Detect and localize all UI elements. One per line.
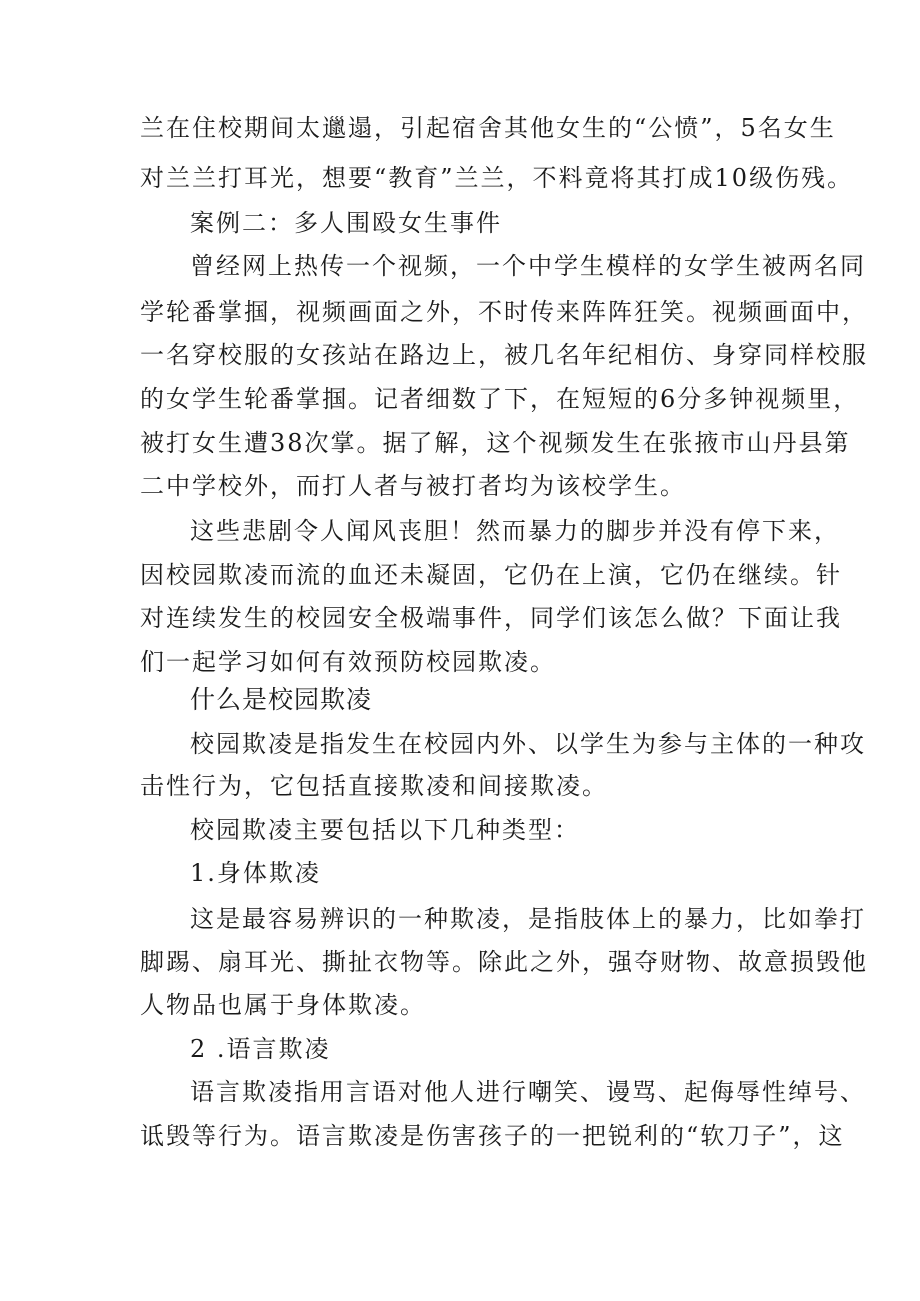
paragraph-line: 诋毁等行为。语言欺凌是伤害孩子的一把锐利的“软刀子”，这 xyxy=(140,1122,845,1150)
paragraph-line: 被打女生遭38次掌。据了解，这个视频发生在张掖市山丹县第 xyxy=(140,429,851,457)
section-heading: 什么是校园欺凌 xyxy=(190,685,373,714)
paragraph-line: 们一起学习如何有效预防校园欺凌。 xyxy=(140,648,556,676)
paragraph-line: 的女学生轮番掌掴。记者细数了下，在短短的6分多钟视频里， xyxy=(140,385,860,413)
paragraph-line: 对兰兰打耳光，想要“教育”兰兰，不料竟将其打成10级伤残。 xyxy=(140,164,854,192)
paragraph-line: 这些悲剧令人闻风丧胆！然而暴力的脚步并没有停下来， xyxy=(190,517,840,545)
paragraph-line: 脚踢、扇耳光、撕扯衣物等。除此之外，强夺财物、故意损毁他 xyxy=(140,948,868,976)
paragraph-line: 因校园欺凌而流的血还未凝固，它仍在上演，它仍在继续。针 xyxy=(140,561,842,589)
paragraph-line: 兰在住校期间太邋遢，引起宿舍其他女生的“公愤”，5名女生 xyxy=(140,114,836,142)
paragraph-line: 语言欺凌指用言语对他人进行嘲笑、谩骂、起侮辱性绰号、 xyxy=(190,1078,866,1106)
paragraph-line: 校园欺凌是指发生在校园内外、以学生为参与主体的一种攻 xyxy=(190,730,866,758)
paragraph-line: 学轮番掌掴，视频画面之外，不时传来阵阵狂笑。视频画面中， xyxy=(140,298,868,326)
paragraph-line: 对连续发生的校园安全极端事件，同学们该怎么做？下面让我 xyxy=(140,604,842,632)
paragraph-line: 击性行为，它包括直接欺凌和间接欺凌。 xyxy=(140,772,608,800)
paragraph-line: 一名穿校服的女孩站在路边上，被几名年纪相仿、身穿同样校服 xyxy=(140,341,868,369)
paragraph-line: 人物品也属于身体欺凌。 xyxy=(140,991,426,1019)
subsection-heading: 2 .语言欺凌 xyxy=(190,1035,331,1063)
paragraph-line: 校园欺凌主要包括以下几种类型： xyxy=(190,816,580,844)
subsection-heading: 1.身体欺凌 xyxy=(190,859,321,887)
case-heading: 案例二：多人围殴女生事件 xyxy=(190,209,502,237)
paragraph-line: 二中学校外，而打人者与被打者均为该校学生。 xyxy=(140,472,686,500)
paragraph-line: 这是最容易辨识的一种欺凌，是指肢体上的暴力，比如拳打 xyxy=(190,905,866,933)
paragraph-line: 曾经网上热传一个视频，一个中学生模样的女学生被两名同 xyxy=(190,252,866,280)
